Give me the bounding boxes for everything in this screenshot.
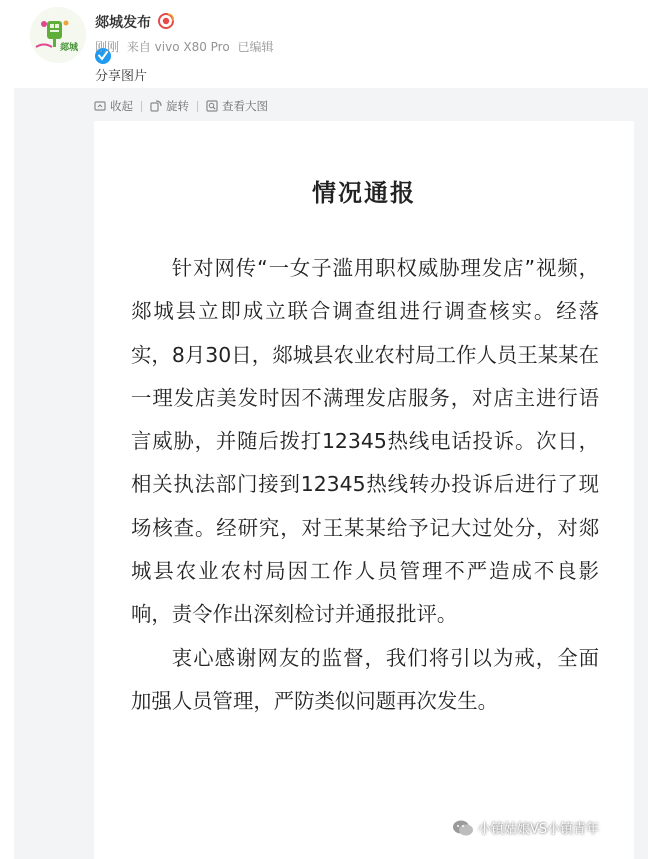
toolbar-divider bbox=[197, 101, 198, 112]
notice-paragraph: 针对网传“一女子滥用职权威胁理发店”视频，郯城县立即成立联合调查组进行调查核实。经落实，8月30日，郯城县农业农村局工作人员王某某在一理发店美发时因不满理发店服务，对店主进行语言威胁，并随后拨打12345热线电话投诉。次日，相关执法部门接到12345热线转办投诉后进行了现场核查。经研究，对王某某给予记大过处分，对郯城县农业农村局因工作人员管理不严造成不良影响，责令作出深刻检讨并通报批评。 bbox=[131, 256, 599, 627]
collapse-icon bbox=[94, 100, 106, 112]
rotate-label: 旋转 bbox=[166, 99, 189, 113]
post-time[interactable]: 刚刚 bbox=[95, 40, 120, 54]
post-text: 分享图片 bbox=[95, 69, 148, 84]
watermark-text: 小镇姑娘VS小镇青年 bbox=[478, 822, 600, 837]
wechat-icon bbox=[452, 819, 474, 837]
zoom-icon bbox=[206, 100, 218, 112]
rotate-icon bbox=[150, 100, 162, 112]
watermark bbox=[452, 818, 599, 837]
toolbar-divider bbox=[141, 101, 142, 112]
collapse-button[interactable] bbox=[94, 98, 133, 114]
post-edited[interactable]: 已编辑 bbox=[237, 40, 274, 54]
notice-title: 情况通报 bbox=[312, 179, 416, 207]
weibo-vip-icon bbox=[157, 12, 175, 30]
avatar[interactable] bbox=[30, 7, 86, 63]
image-panel bbox=[14, 88, 648, 859]
post-header bbox=[0, 0, 648, 92]
notice-image[interactable] bbox=[94, 121, 634, 859]
notice-paragraph: 衷心感谢网友的监督，我们将引以为戒，全面加强人员管理，严防类似问题再次发生。 bbox=[131, 645, 599, 713]
author-name[interactable]: 郯城发布 bbox=[95, 15, 151, 31]
avatar-logo-text: 郯城 bbox=[60, 43, 79, 53]
tancheng-logo-icon bbox=[30, 7, 86, 63]
rotate-button[interactable] bbox=[150, 98, 189, 114]
view-large-button[interactable] bbox=[206, 98, 268, 114]
notice-body bbox=[131, 247, 599, 723]
view-large-label: 查看大图 bbox=[222, 99, 268, 113]
image-toolbar bbox=[94, 96, 268, 116]
collapse-label: 收起 bbox=[110, 99, 133, 113]
post-meta bbox=[95, 38, 278, 55]
post-source: 来自 vivo X80 Pro bbox=[126, 40, 230, 54]
